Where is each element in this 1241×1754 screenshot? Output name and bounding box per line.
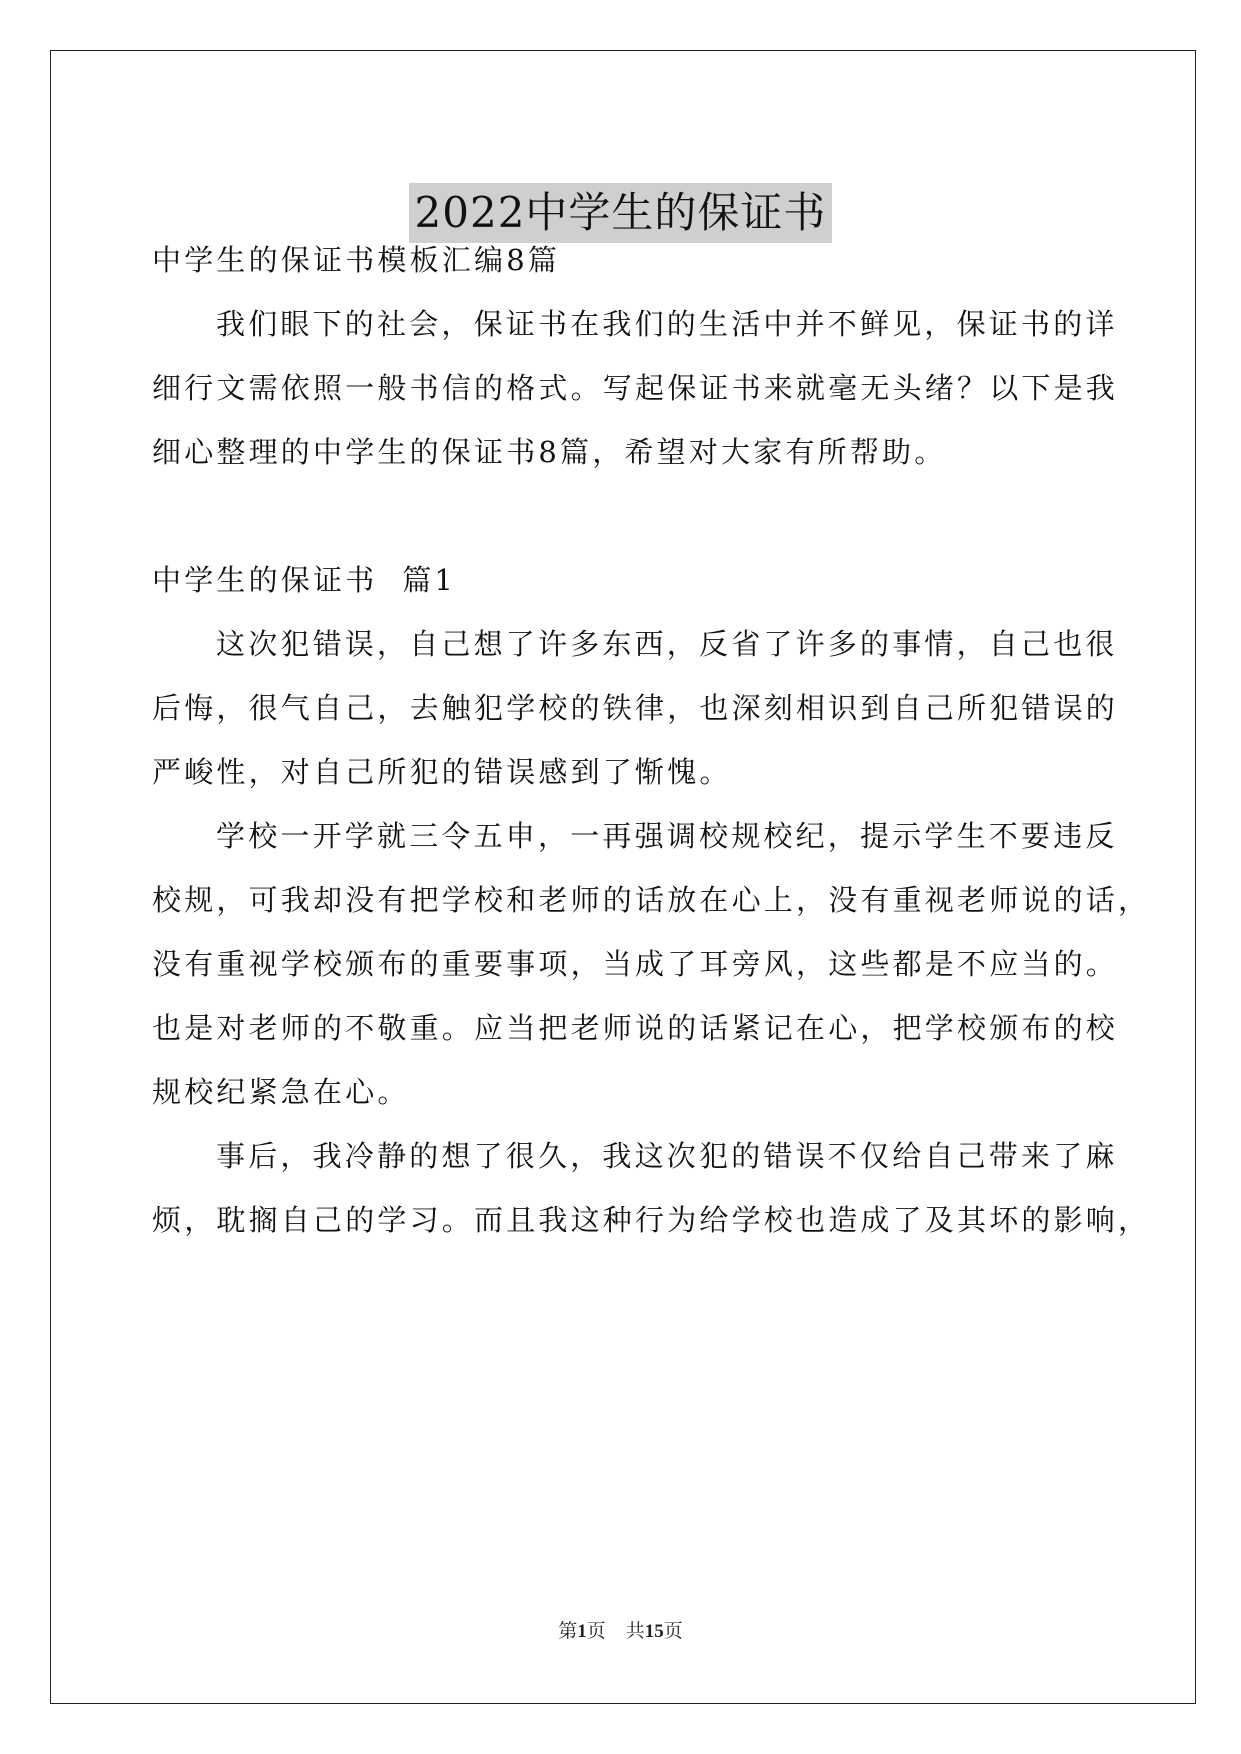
total-pages: 15 — [644, 1621, 664, 1642]
page-suffix: 页 — [586, 1620, 606, 1642]
document-title: 2022中学生的保证书 — [409, 183, 833, 243]
paragraph1-line: 后悔，很气自己，去触犯学校的铁律，也深刻相识到自己所犯错误的 — [152, 691, 1119, 725]
paragraph2-line: 规校纪紧急在心。 — [152, 1075, 410, 1109]
spacer — [152, 484, 1092, 548]
document-body — [152, 228, 1151, 1252]
paragraph1-line: 这次犯错误，自己想了许多东西，反省了许多的事情，自己也很 — [216, 627, 1118, 661]
page-prefix: 第 — [558, 1620, 578, 1642]
page-footer — [0, 1616, 1241, 1643]
intro-line: 我们眼下的社会，保证书在我们的生活中并不鲜见，保证书的详 — [216, 307, 1118, 341]
document-subtitle: 中学生的保证书模板汇编8篇 — [152, 243, 561, 277]
paragraph2-line: 没有重视学校颁布的重要事项，当成了耳旁风，这些都是不应当的。 — [152, 947, 1119, 981]
paragraph2-line: 学校一开学就三令五申，一再强调校规校纪，提示学生不要违反 — [216, 819, 1118, 853]
paragraph2-line: 也是对老师的不敬重。应当把老师说的话紧记在心，把学校颁布的校 — [152, 1011, 1119, 1045]
paragraph1-line: 严峻性，对自己所犯的错误感到了惭愧。 — [152, 755, 732, 789]
total-suffix: 页 — [663, 1620, 683, 1642]
paragraph3-line: 烦，耽搁自己的学习。而且我这种行为给学校也造成了及其坏的影响， — [152, 1203, 1151, 1237]
page-number: 1 — [577, 1621, 587, 1642]
paragraph2-line: 校规，可我却没有把学校和老师的话放在心上，没有重视老师说的话， — [152, 883, 1151, 917]
intro-line: 细行文需依照一般书信的格式。写起保证书来就毫无头绪？以下是我 — [152, 371, 1119, 405]
paragraph3-line: 事后，我冷静的想了很久，我这次犯的错误不仅给自己带来了麻 — [216, 1139, 1118, 1173]
intro-line: 细心整理的中学生的保证书8篇，希望对大家有所帮助。 — [152, 435, 947, 469]
section-heading: 中学生的保证书 篇1 — [152, 563, 457, 597]
total-prefix: 共 — [625, 1620, 645, 1642]
